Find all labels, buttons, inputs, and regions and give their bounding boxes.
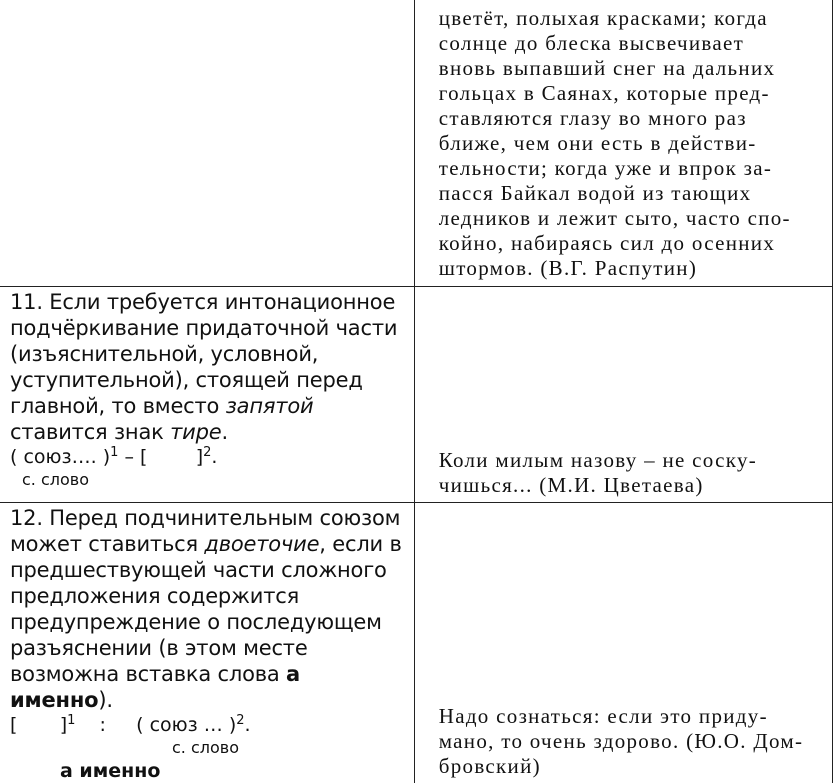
example-line: цветёт, полыхая красками; когда <box>438 6 768 30</box>
rule-text: 11. Если требуется интонационное подчёркивание придаточной части (изъяснительной, условной, уступительной), стоящей перед главной, то вместо <box>10 289 398 418</box>
example-line: ледников и лежит сыто, часто спо- <box>438 206 791 230</box>
rule-cell-11 <box>0 286 414 502</box>
rule-term-zapyataya: запятой <box>225 393 314 418</box>
example-line: койно, набираясь сил до осенних <box>438 231 776 255</box>
example-cell <box>414 0 832 286</box>
scheme-caption-a-imenno: а именно <box>60 759 161 782</box>
example-line: ближе, чем они есть в действи- <box>438 131 757 155</box>
rule-text: ставится знак <box>10 419 171 444</box>
scheme-11 <box>0 445 414 469</box>
rule-text: . <box>221 419 228 444</box>
example-line: Коли милым назову – не соску- <box>438 447 758 472</box>
rule-12-text <box>0 503 414 713</box>
example-cell <box>414 286 832 502</box>
example-line: чишься... (М.И. Цветаева) <box>438 472 704 497</box>
scheme-part: : ( союз … ) <box>75 713 237 736</box>
scheme-caption: с. слово <box>172 737 239 757</box>
table-row <box>0 502 833 783</box>
table-row <box>0 286 833 502</box>
example-line: вновь выпавший снег на дальних <box>438 56 776 80</box>
example-line: солнце до блеска высвечивает <box>438 31 745 55</box>
scheme-12 <box>0 713 414 737</box>
example-line: пасся Байкал водой из тающих <box>438 181 752 205</box>
example-cell <box>414 502 832 783</box>
scheme-index: 1 <box>67 712 76 728</box>
example-line: Надо сознаться: если это приду- <box>438 703 768 728</box>
rule-cell-empty <box>0 0 414 286</box>
scheme-part: – [ ] <box>118 445 204 468</box>
scheme-index: 2 <box>236 712 245 728</box>
example-text-tsvetaeva <box>439 448 824 498</box>
rule-cell-12 <box>0 502 414 783</box>
table-row <box>0 0 833 286</box>
scheme-part: . <box>211 445 218 468</box>
scheme-part: [ ] <box>10 713 68 736</box>
example-line: штормов. (В.Г. Распутин) <box>438 256 698 280</box>
example-text-dombrovsky <box>439 704 824 779</box>
scheme-part: ( союз…. ) <box>10 445 111 468</box>
scheme-part: . <box>244 713 251 736</box>
example-line: бровский) <box>438 753 541 778</box>
rule-term-tire: тире <box>170 419 222 444</box>
scheme-caption: с. слово <box>22 469 89 489</box>
rule-term-dvoetochie: двоеточие <box>204 531 320 556</box>
example-line: тельности; когда уже и впрок за- <box>438 156 773 180</box>
rule-text: , если в предшествующей части сложного предложения содержится предупреждение о последующем разъяснении (в этом месте возможна вставка слова <box>10 531 402 686</box>
example-line: гольцах в Саянах, которые пред- <box>438 81 770 105</box>
scheme-index: 1 <box>110 444 119 460</box>
example-text-raspetin <box>415 0 832 281</box>
example-line: ставляются глазу во много раз <box>438 106 747 130</box>
rule-term-a-imenno: а именно <box>10 661 301 712</box>
rule-text: 12. Перед подчинительным союзом может ставиться <box>10 505 401 556</box>
example-line: мано, то очень здорово. (Ю.О. Дом- <box>438 728 804 753</box>
rule-text: ). <box>98 687 113 712</box>
rule-11-text <box>0 287 414 445</box>
scheme-index: 2 <box>203 444 212 460</box>
